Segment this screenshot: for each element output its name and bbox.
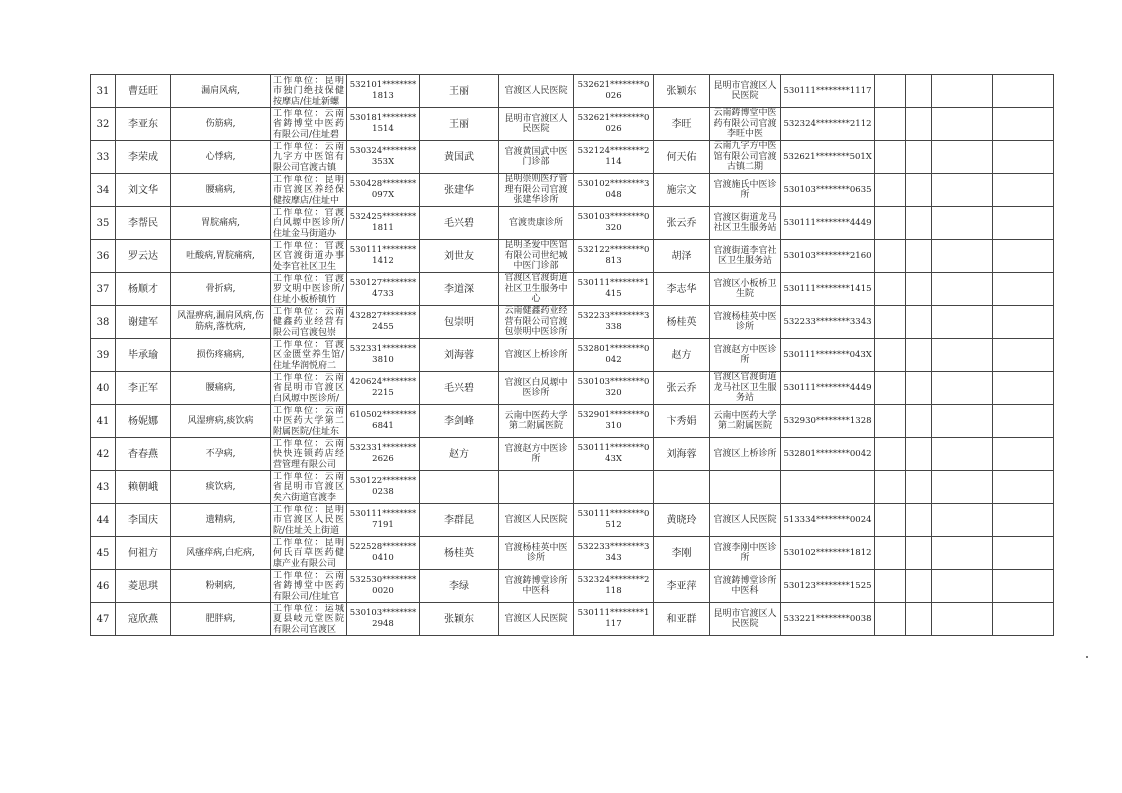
empty-cell <box>993 372 1054 405</box>
applicant-name: 杨顺才 <box>116 273 171 306</box>
empty-cell <box>993 438 1054 471</box>
applicant-id-number: 530111********1412 <box>347 240 420 273</box>
applicant-id-number: 530181********1514 <box>347 108 420 141</box>
empty-cell <box>993 240 1054 273</box>
empty-cell <box>875 207 906 240</box>
disease-specialty: 风湿痹病,漏肩风病,伤筋病,落枕病, <box>171 306 271 339</box>
disease-specialty: 胃脘痛病, <box>171 207 271 240</box>
empty-cell <box>875 537 906 570</box>
recommender-2-name: 张颖东 <box>654 75 710 108</box>
empty-cell <box>932 339 993 372</box>
recommender-2-name: 张云乔 <box>654 207 710 240</box>
recommender-1-name: 李道深 <box>420 273 499 306</box>
recommender-1-id: 532621********0026 <box>574 108 654 141</box>
table-row <box>91 240 1054 273</box>
applicant-id-number: 530111********7191 <box>347 504 420 537</box>
empty-cell <box>906 174 932 207</box>
work-unit-address: 工作单位：云南九字方中医馆有限公司官渡古镇 <box>271 141 347 174</box>
row-number: 40 <box>91 372 116 405</box>
recommender-2-id: 530102********1812 <box>781 537 875 570</box>
empty-cell <box>932 141 993 174</box>
empty-cell <box>875 141 906 174</box>
table-row <box>91 207 1054 240</box>
empty-cell <box>906 570 932 603</box>
recommender-2-unit: 官渡杨桂英中医诊所 <box>710 306 781 339</box>
work-unit-address: 工作单位：云南省鋳博堂中医药有限公司/住址官 <box>271 570 347 603</box>
recommender-2-id: 532621********501X <box>781 141 875 174</box>
row-number: 45 <box>91 537 116 570</box>
recommender-2-id: 532324********2112 <box>781 108 875 141</box>
work-unit-address: 工作单位：官渡区官渡街道办事处李官社区卫生 <box>271 240 347 273</box>
empty-cell <box>993 174 1054 207</box>
recommender-2-unit: 官渡区街道龙马社区卫生服务站 <box>710 207 781 240</box>
recommender-1-unit: 官渡贵康诊所 <box>499 207 574 240</box>
recommender-1-name: 包崇明 <box>420 306 499 339</box>
applicant-name: 刘文华 <box>116 174 171 207</box>
recommender-1-unit: 云南健鑫药业经营有限公司官渡包崇明中医诊所 <box>499 306 574 339</box>
applicant-id-number: 432827********2455 <box>347 306 420 339</box>
applicant-name: 菱思琪 <box>116 570 171 603</box>
recommender-2-name: 李旺 <box>654 108 710 141</box>
table-row <box>91 537 1054 570</box>
table-row <box>91 471 1054 504</box>
recommender-2-unit: 官渡李刚中医诊所 <box>710 537 781 570</box>
empty-cell <box>993 306 1054 339</box>
applicant-name: 罗云达 <box>116 240 171 273</box>
recommender-2-name: 和亚群 <box>654 603 710 636</box>
work-unit-address: 工作单位：官渡区金匮堂养生馆/住址华润悦府二 <box>271 339 347 372</box>
empty-cell <box>993 273 1054 306</box>
disease-specialty: 吐酸病,胃脘痛病, <box>171 240 271 273</box>
recommender-1-name: 毛兴碧 <box>420 207 499 240</box>
applicant-id-number: 532425********1811 <box>347 207 420 240</box>
empty-cell <box>875 603 906 636</box>
recommender-1-id: 530102********3048 <box>574 174 654 207</box>
disease-specialty: 粉刺病, <box>171 570 271 603</box>
empty-cell <box>875 372 906 405</box>
recommender-1-name: 赵方 <box>420 438 499 471</box>
recommender-1-unit: 云南中医药大学第二附属医院 <box>499 405 574 438</box>
empty-cell <box>906 240 932 273</box>
applicant-id-number: 530122********0238 <box>347 471 420 504</box>
row-number: 43 <box>91 471 116 504</box>
row-number: 42 <box>91 438 116 471</box>
recommender-2-unit: 官渡街道李官社区卫生服务站 <box>710 240 781 273</box>
recommender-2-id <box>781 471 875 504</box>
empty-cell <box>993 504 1054 537</box>
applicant-name: 李帮民 <box>116 207 171 240</box>
empty-cell <box>875 438 906 471</box>
empty-cell <box>875 108 906 141</box>
table-row <box>91 603 1054 636</box>
applicant-name: 杨妮娜 <box>116 405 171 438</box>
recommender-1-id: 532124********2114 <box>574 141 654 174</box>
table-row <box>91 405 1054 438</box>
empty-cell <box>993 108 1054 141</box>
empty-cell <box>932 405 993 438</box>
recommender-2-id: 530111********043X <box>781 339 875 372</box>
empty-cell <box>875 570 906 603</box>
disease-specialty: 心悸病, <box>171 141 271 174</box>
empty-cell <box>932 438 993 471</box>
applicant-name: 李国庆 <box>116 504 171 537</box>
row-number: 37 <box>91 273 116 306</box>
recommender-2-unit: 官渡施氏中医诊所 <box>710 174 781 207</box>
recommender-1-unit: 官渡黄国武中医门诊部 <box>499 141 574 174</box>
row-number: 47 <box>91 603 116 636</box>
table-row <box>91 174 1054 207</box>
table-row <box>91 438 1054 471</box>
recommender-1-id: 532233********3338 <box>574 306 654 339</box>
row-number: 38 <box>91 306 116 339</box>
applicant-id-number: 532331********2626 <box>347 438 420 471</box>
empty-cell <box>932 603 993 636</box>
empty-cell <box>906 405 932 438</box>
empty-cell <box>932 471 993 504</box>
empty-cell <box>932 240 993 273</box>
applicant-name: 赖朝峨 <box>116 471 171 504</box>
recommender-1-id: 532621********0026 <box>574 75 654 108</box>
applicant-id-number: 530428********097X <box>347 174 420 207</box>
empty-cell <box>875 504 906 537</box>
recommender-2-unit <box>710 471 781 504</box>
empty-cell <box>906 273 932 306</box>
applicant-name: 李亚东 <box>116 108 171 141</box>
recommender-1-unit: 官渡杨桂英中医诊所 <box>499 537 574 570</box>
recommender-2-unit: 昆明市官渡区人民医院 <box>710 75 781 108</box>
recommender-2-id: 532930********1328 <box>781 405 875 438</box>
empty-cell <box>906 438 932 471</box>
row-number: 44 <box>91 504 116 537</box>
recommender-1-name: 黄国武 <box>420 141 499 174</box>
recommender-2-id: 532801********0042 <box>781 438 875 471</box>
recommender-2-id: 530111********4449 <box>781 372 875 405</box>
empty-cell <box>875 471 906 504</box>
recommender-1-unit: 官渡区白风塬中医诊所 <box>499 372 574 405</box>
table-row <box>91 273 1054 306</box>
recommender-1-name: 李绿 <box>420 570 499 603</box>
recommender-1-name: 王丽 <box>420 108 499 141</box>
recommender-1-unit: 昆明市官渡区人民医院 <box>499 108 574 141</box>
recommender-1-name <box>420 471 499 504</box>
certification-table <box>90 74 1054 636</box>
work-unit-address: 工作单位：昆明市官渡区养经保健按摩店/住址中 <box>271 174 347 207</box>
table-row <box>91 570 1054 603</box>
recommender-2-name: 卞秀娟 <box>654 405 710 438</box>
recommender-1-id: 532122********0813 <box>574 240 654 273</box>
recommender-2-name: 刘海蓉 <box>654 438 710 471</box>
empty-cell <box>993 537 1054 570</box>
work-unit-address: 工作单位：云南省昆明市官渡区矣六街道官渡李 <box>271 471 347 504</box>
disease-specialty: 遗精病, <box>171 504 271 537</box>
applicant-id-number: 530324********353X <box>347 141 420 174</box>
disease-specialty: 肥胖病, <box>171 603 271 636</box>
recommender-1-id: 532233********3343 <box>574 537 654 570</box>
empty-cell <box>906 75 932 108</box>
applicant-name: 谢建军 <box>116 306 171 339</box>
empty-cell <box>932 207 993 240</box>
recommender-1-unit: 昆明圣爱中医馆有限公司世纪城中医门诊部 <box>499 240 574 273</box>
work-unit-address: 工作单位：运城夏县岐元堂医院有限公司官渡区 <box>271 603 347 636</box>
recommender-2-unit: 官渡区小板桥卫生院 <box>710 273 781 306</box>
applicant-name: 李荣成 <box>116 141 171 174</box>
recommender-1-unit: 官渡赵方中医诊所 <box>499 438 574 471</box>
table-row <box>91 306 1054 339</box>
recommender-1-unit: 官渡鋳博堂诊所中医科 <box>499 570 574 603</box>
recommender-2-name: 胡泽 <box>654 240 710 273</box>
empty-cell <box>875 174 906 207</box>
empty-cell <box>906 339 932 372</box>
recommender-1-id: 530103********0320 <box>574 372 654 405</box>
recommender-1-id: 532324********2118 <box>574 570 654 603</box>
table-row <box>91 141 1054 174</box>
table-row <box>91 504 1054 537</box>
empty-cell <box>932 306 993 339</box>
empty-cell <box>875 75 906 108</box>
applicant-id-number: 530127********4733 <box>347 273 420 306</box>
recommender-1-id: 530111********1117 <box>574 603 654 636</box>
work-unit-address: 工作单位：云南中医药大学第二附属医院/住址东 <box>271 405 347 438</box>
disease-specialty: 痰饮病, <box>171 471 271 504</box>
empty-cell <box>875 306 906 339</box>
scan-speck <box>1086 656 1088 658</box>
row-number: 33 <box>91 141 116 174</box>
recommender-2-id: 530103********0635 <box>781 174 875 207</box>
recommender-2-name: 李亚萍 <box>654 570 710 603</box>
empty-cell <box>993 207 1054 240</box>
recommender-1-id <box>574 471 654 504</box>
row-number: 36 <box>91 240 116 273</box>
empty-cell <box>875 240 906 273</box>
row-number: 34 <box>91 174 116 207</box>
row-number: 41 <box>91 405 116 438</box>
recommender-2-unit: 云南鋳博堂中医药有限公司官渡李旺中医 <box>710 108 781 141</box>
recommender-2-name <box>654 471 710 504</box>
empty-cell <box>932 570 993 603</box>
recommender-1-id: 530111********1415 <box>574 273 654 306</box>
recommender-2-unit: 官渡区人民医院 <box>710 504 781 537</box>
empty-cell <box>993 471 1054 504</box>
applicant-name: 何祖方 <box>116 537 171 570</box>
row-number: 32 <box>91 108 116 141</box>
recommender-1-id: 530111********043X <box>574 438 654 471</box>
recommender-1-name: 张颖东 <box>420 603 499 636</box>
applicant-id-number: 522528********0410 <box>347 537 420 570</box>
recommender-2-id: 530111********1117 <box>781 75 875 108</box>
work-unit-address: 工作单位：昆明何氏百草医药健康产业有限公司 <box>271 537 347 570</box>
applicant-name: 毕承瑜 <box>116 339 171 372</box>
empty-cell <box>906 306 932 339</box>
empty-cell <box>932 174 993 207</box>
empty-cell <box>993 405 1054 438</box>
row-number: 39 <box>91 339 116 372</box>
recommender-2-name: 黄晓玲 <box>654 504 710 537</box>
work-unit-address: 工作单位：云南健鑫药业经营有限公司官渡包崇 <box>271 306 347 339</box>
disease-specialty: 不孕病, <box>171 438 271 471</box>
recommender-1-name: 王丽 <box>420 75 499 108</box>
empty-cell <box>932 108 993 141</box>
empty-cell <box>993 141 1054 174</box>
recommender-2-id: 513334********0024 <box>781 504 875 537</box>
table-row <box>91 108 1054 141</box>
empty-cell <box>906 471 932 504</box>
row-number: 31 <box>91 75 116 108</box>
empty-cell <box>906 504 932 537</box>
empty-cell <box>932 75 993 108</box>
disease-specialty: 腰痛病, <box>171 174 271 207</box>
empty-cell <box>906 537 932 570</box>
recommender-2-name: 赵方 <box>654 339 710 372</box>
disease-specialty: 损伤疼痛病, <box>171 339 271 372</box>
table-row <box>91 339 1054 372</box>
recommender-2-name: 李刚 <box>654 537 710 570</box>
empty-cell <box>906 141 932 174</box>
recommender-1-unit: 官渡区上桥诊所 <box>499 339 574 372</box>
recommender-2-unit: 昆明市官渡区人民医院 <box>710 603 781 636</box>
recommender-2-name: 李志华 <box>654 273 710 306</box>
empty-cell <box>906 207 932 240</box>
recommender-1-id: 532801********0042 <box>574 339 654 372</box>
work-unit-address: 工作单位：云南快快连锁药店经营管理有限公司 <box>271 438 347 471</box>
disease-specialty: 风湿痹病,痰饮病 <box>171 405 271 438</box>
empty-cell <box>993 339 1054 372</box>
recommender-1-name: 刘世友 <box>420 240 499 273</box>
disease-specialty: 漏肩风病, <box>171 75 271 108</box>
work-unit-address: 工作单位：昆明市官渡区人民医院/住址关上街道 <box>271 504 347 537</box>
recommender-1-id: 532901********0310 <box>574 405 654 438</box>
disease-specialty: 伤筋病, <box>171 108 271 141</box>
empty-cell <box>993 603 1054 636</box>
empty-cell <box>875 405 906 438</box>
recommender-1-unit: 昆明崇则医疗管理有限公司官渡张建华诊所 <box>499 174 574 207</box>
recommender-1-unit: 官渡区人民医院 <box>499 603 574 636</box>
empty-cell <box>906 108 932 141</box>
empty-cell <box>932 273 993 306</box>
work-unit-address: 工作单位：云南省昆明市官渡区白风塬中医诊所/ <box>271 372 347 405</box>
recommender-2-id: 530111********1415 <box>781 273 875 306</box>
recommender-1-name: 杨桂英 <box>420 537 499 570</box>
recommender-2-unit: 官渡赵方中医诊所 <box>710 339 781 372</box>
recommender-1-name: 刘海蓉 <box>420 339 499 372</box>
applicant-id-number: 610502********6841 <box>347 405 420 438</box>
applicant-id-number: 532530********0020 <box>347 570 420 603</box>
recommender-1-name: 李群昆 <box>420 504 499 537</box>
recommender-2-unit: 云南中医药大学第二附属医院 <box>710 405 781 438</box>
applicant-id-number: 532331********3810 <box>347 339 420 372</box>
recommender-2-id: 530103********2160 <box>781 240 875 273</box>
work-unit-address: 工作单位：昆明市独门绝技保健按摩店/住址新螺 <box>271 75 347 108</box>
recommender-2-id: 533221********0038 <box>781 603 875 636</box>
empty-cell <box>875 273 906 306</box>
applicant-name: 寇欣燕 <box>116 603 171 636</box>
empty-cell <box>932 504 993 537</box>
recommender-1-unit <box>499 471 574 504</box>
recommender-2-id: 530123********1525 <box>781 570 875 603</box>
applicant-id-number: 530103********2948 <box>347 603 420 636</box>
recommender-1-unit: 官渡区人民医院 <box>499 504 574 537</box>
recommender-2-unit: 云南九字方中医馆有限公司官渡古镇二期 <box>710 141 781 174</box>
empty-cell <box>932 372 993 405</box>
row-number: 46 <box>91 570 116 603</box>
empty-cell <box>906 603 932 636</box>
empty-cell <box>906 372 932 405</box>
recommender-1-name: 张建华 <box>420 174 499 207</box>
recommender-1-name: 毛兴碧 <box>420 372 499 405</box>
row-number: 35 <box>91 207 116 240</box>
work-unit-address: 工作单位：官渡白风塬中医诊所/住址金马街道办 <box>271 207 347 240</box>
empty-cell <box>875 339 906 372</box>
recommender-2-unit: 官渡区官渡街道龙马社区卫生服务站 <box>710 372 781 405</box>
disease-specialty: 腰痛病, <box>171 372 271 405</box>
recommender-2-unit: 官渡区上桥诊所 <box>710 438 781 471</box>
recommender-2-id: 532233********3343 <box>781 306 875 339</box>
disease-specialty: 骨折病, <box>171 273 271 306</box>
recommender-1-name: 李剑峰 <box>420 405 499 438</box>
work-unit-address: 工作单位：云南省鋳博堂中医药有限公司/住址碧 <box>271 108 347 141</box>
empty-cell <box>993 570 1054 603</box>
recommender-1-unit: 官渡区人民医院 <box>499 75 574 108</box>
applicant-name: 李正军 <box>116 372 171 405</box>
table-row <box>91 75 1054 108</box>
applicant-id-number: 532101********1813 <box>347 75 420 108</box>
applicant-name: 杳春燕 <box>116 438 171 471</box>
table-row <box>91 372 1054 405</box>
applicant-id-number: 420624********2215 <box>347 372 420 405</box>
recommender-1-id: 530111********0512 <box>574 504 654 537</box>
recommender-2-name: 何天佑 <box>654 141 710 174</box>
recommender-2-unit: 官渡鋳博堂诊所中医科 <box>710 570 781 603</box>
applicant-name: 曹廷旺 <box>116 75 171 108</box>
empty-cell <box>932 537 993 570</box>
recommender-1-id: 530103********0320 <box>574 207 654 240</box>
work-unit-address: 工作单位：官渡罗文明中医诊所/住址小板桥镇竹 <box>271 273 347 306</box>
recommender-2-id: 530111********4449 <box>781 207 875 240</box>
recommender-2-name: 杨桂英 <box>654 306 710 339</box>
recommender-1-unit: 官渡区官渡街道社区卫生服务中心 <box>499 273 574 306</box>
recommender-2-name: 施宗文 <box>654 174 710 207</box>
empty-cell <box>993 75 1054 108</box>
disease-specialty: 风瘙痒病,白疕病, <box>171 537 271 570</box>
recommender-2-name: 张云乔 <box>654 372 710 405</box>
